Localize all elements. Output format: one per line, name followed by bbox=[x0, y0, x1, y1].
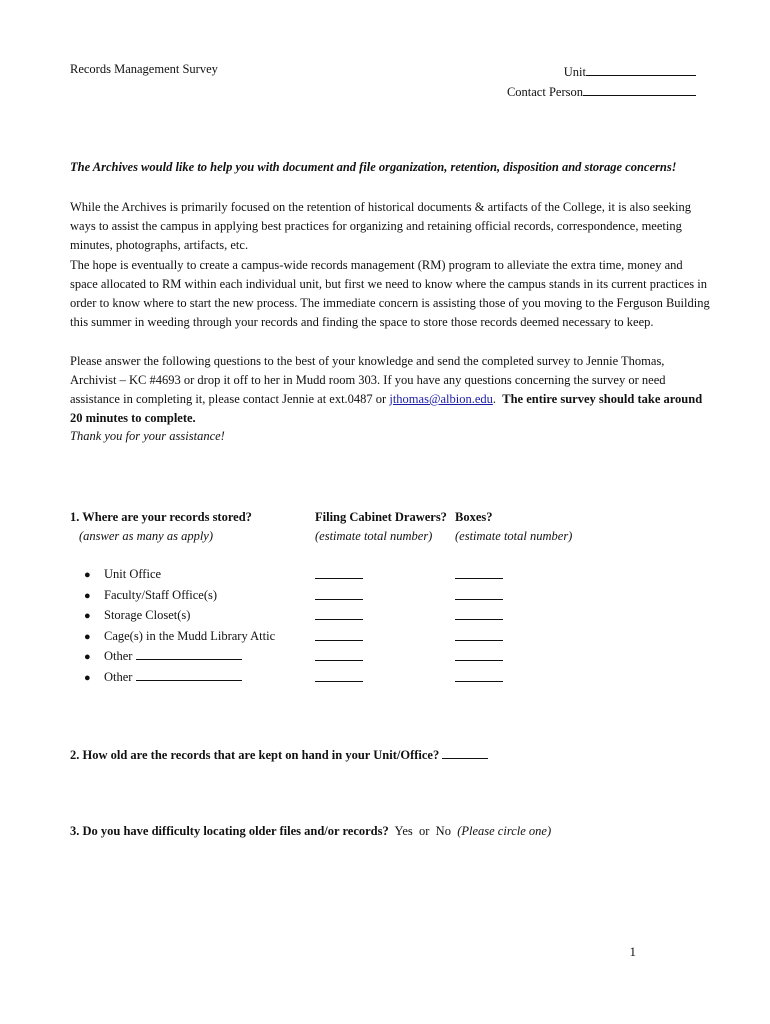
question-2 bbox=[70, 745, 488, 763]
answer-blank[interactable] bbox=[315, 578, 363, 579]
question-1-label: 1. Where are your records stored? bbox=[70, 510, 252, 524]
instructions-text: Please answer the following questions to the best of your knowledge and send the completed survey to Jennie Thomas, Archivist – KC #4693 or drop it off to her in Mudd room 303. If you have any questions concerning the survey or need assistance in completing it, please contact Jennie at ext.0487 or bbox=[70, 354, 666, 406]
list-item bbox=[84, 667, 275, 688]
email-link[interactable]: jthomas@albion.edu bbox=[389, 392, 493, 406]
filing-cabinet-sub: (estimate total number) bbox=[315, 529, 433, 543]
answer-blank[interactable] bbox=[455, 599, 503, 600]
answer-blank[interactable] bbox=[455, 660, 503, 661]
bullet-icon: ● bbox=[84, 651, 91, 663]
other-blank[interactable] bbox=[136, 667, 242, 681]
contact-person-field bbox=[507, 82, 696, 100]
storage-options-list bbox=[84, 564, 275, 687]
filing-cabinet-header: Filing Cabinet Drawers? bbox=[315, 510, 447, 524]
unit-label: Unit bbox=[563, 65, 586, 79]
paragraph-rm-program: The hope is eventually to create a campus-wide records management (RM) program to alleviate the extra time, money and space allocated to RM within each individual unit, but first we need to know where the campus stands in its current practices in order to know where to start the new process. The immediate concern is assisting those of you moving to the Ferguson Building this summer in weeding through your records and finding the space to store those records deemed necessary to keep. bbox=[70, 258, 710, 329]
instructions-period: . bbox=[492, 392, 496, 406]
contact-person-blank[interactable] bbox=[583, 82, 696, 96]
bullet-icon: ● bbox=[84, 569, 91, 581]
thank-you-note: Thank you for your assistance! bbox=[70, 429, 225, 443]
paragraph-instructions bbox=[70, 352, 710, 428]
option-label: Cage(s) in the Mudd Library Attic bbox=[104, 628, 276, 643]
answer-blank[interactable] bbox=[315, 619, 363, 620]
no-option[interactable]: No bbox=[435, 824, 451, 838]
answer-blank[interactable] bbox=[315, 681, 363, 682]
intro-statement: The Archives would like to help you with document and file organization, retention, disposition and storage concerns! bbox=[70, 160, 677, 174]
document-title: Records Management Survey bbox=[70, 62, 218, 76]
contact-person-label: Contact Person bbox=[506, 85, 583, 99]
paragraph-archives-focus: While the Archives is primarily focused on the retention of historical documents & artifacts of the College, it is also seeking ways to assist the campus in applying best practices for organizing and retaining official records, correspondence, meeting minutes, photographs, artifacts, etc. bbox=[70, 200, 692, 252]
question-1-sub: (answer as many as apply) bbox=[79, 529, 214, 543]
list-item bbox=[84, 605, 275, 626]
unit-blank[interactable] bbox=[586, 62, 696, 76]
other-blank[interactable] bbox=[136, 646, 242, 660]
question-3-label: 3. Do you have difficulty locating older files and/or records? bbox=[70, 824, 389, 838]
answer-blank[interactable] bbox=[455, 640, 503, 641]
answer-blank[interactable] bbox=[315, 640, 363, 641]
bullet-icon: ● bbox=[84, 630, 91, 643]
page-number: 1 bbox=[629, 944, 636, 959]
option-label: Faculty/Staff Office(s) bbox=[104, 587, 218, 602]
list-item bbox=[84, 585, 275, 606]
option-label: Storage Closet(s) bbox=[104, 608, 191, 622]
bullet-icon: ● bbox=[84, 671, 91, 684]
yes-option[interactable]: Yes bbox=[394, 824, 413, 838]
circle-one-note: (Please circle one) bbox=[457, 824, 552, 838]
list-item bbox=[84, 564, 275, 585]
option-label: Other bbox=[104, 669, 133, 684]
boxes-sub: (estimate total number) bbox=[455, 529, 573, 543]
bullet-icon: ● bbox=[84, 610, 91, 622]
time-estimate-note: The entire survey should take around 20 minutes to complete. bbox=[70, 392, 703, 425]
answer-blank[interactable] bbox=[315, 599, 363, 600]
or-text: or bbox=[419, 824, 430, 838]
list-item bbox=[84, 646, 275, 667]
answer-blank[interactable] bbox=[455, 619, 503, 620]
answer-blank[interactable] bbox=[315, 660, 363, 661]
boxes-header: Boxes? bbox=[455, 510, 493, 524]
question-2-label: 2. How old are the records that are kept on hand in your Unit/Office? bbox=[70, 748, 440, 762]
answer-blank[interactable] bbox=[455, 578, 503, 579]
unit-field bbox=[564, 62, 696, 80]
bullet-icon: ● bbox=[84, 589, 91, 602]
question-3 bbox=[70, 824, 551, 839]
list-item bbox=[84, 626, 275, 647]
option-label: Unit Office bbox=[104, 567, 162, 581]
answer-blank[interactable] bbox=[455, 681, 503, 682]
question-2-blank[interactable] bbox=[442, 745, 488, 759]
option-label: Other bbox=[104, 649, 133, 663]
